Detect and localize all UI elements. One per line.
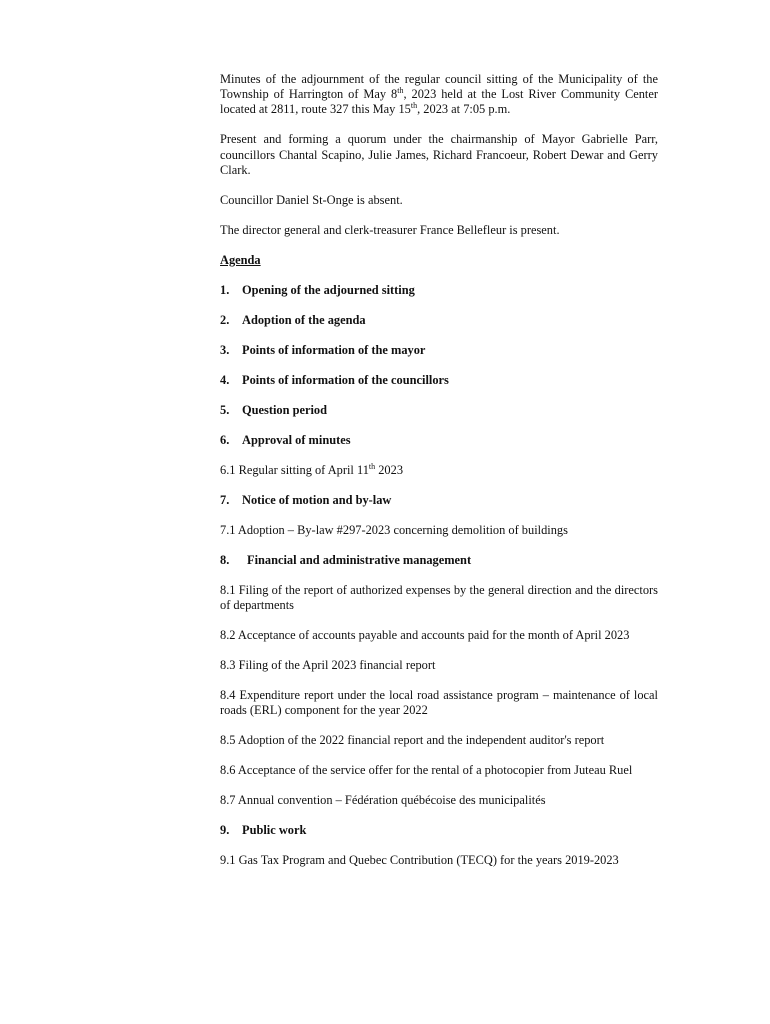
agenda-item-9	[220, 823, 658, 838]
present-paragraph: Present and forming a quorum under the chairmanship of Mayor Gabrielle Parr, councillors Chantal Scapino, Julie James, Richard Francoeur, Robert Dewar and Gerry Clark.	[220, 132, 658, 177]
director-paragraph: The director general and clerk-treasurer France Bellefleur is present.	[220, 222, 560, 237]
agenda-item-2	[220, 313, 658, 328]
agenda-item-title: Points of information of the mayor	[242, 342, 426, 357]
document-page	[220, 72, 658, 883]
agenda-item-number: 4.	[220, 372, 230, 387]
absent-paragraph: Councillor Daniel St-Onge is absent.	[220, 192, 403, 207]
agenda-item-number: 6.	[220, 432, 230, 447]
agenda-item-number: 5.	[220, 402, 230, 417]
subitem-text-part: 6.1 Regular sitting of April 11	[220, 462, 369, 477]
agenda-item-number: 8.	[220, 552, 230, 567]
agenda-item-7	[220, 493, 658, 508]
agenda-item-number: 9.	[220, 823, 230, 838]
agenda-subitem-8-4: 8.4 Expenditure report under the local road assistance program – maintenance of local roads (ERL) component for the year 2022	[220, 688, 658, 718]
ordinal-suffix: th	[397, 86, 404, 96]
agenda-subitem-6-1	[220, 463, 658, 478]
agenda-subitem-8-7: 8.7 Annual convention – Fédération québécoise des municipalités	[220, 793, 546, 808]
intro-text-part: , 2023 at 7:05 p.m.	[417, 102, 511, 117]
ordinal-suffix: th	[368, 461, 376, 471]
agenda-item-number: 1.	[220, 282, 230, 297]
agenda-item-title: Adoption of the agenda	[242, 312, 366, 327]
intro-paragraph	[220, 72, 658, 118]
agenda-subitem-8-3: 8.3 Filing of the April 2023 financial report	[220, 658, 436, 673]
agenda-item-title: Points of information of the councillors	[242, 372, 449, 387]
agenda-item-3	[220, 343, 658, 358]
agenda-subitem-8-6: 8.6 Acceptance of the service offer for the rental of a photocopier from Juteau Ruel	[220, 763, 633, 778]
intro-text-part: Minutes of the adjournment of the regular council sitting of the Municipality of the Township of Harrington of May 8	[220, 72, 658, 102]
agenda-item-title: Public work	[242, 823, 307, 838]
agenda-item-title: Opening of the adjourned sitting	[242, 282, 415, 297]
agenda-item-6	[220, 433, 658, 448]
agenda-item-title: Approval of minutes	[242, 432, 351, 447]
agenda-item-number: 2.	[220, 312, 230, 327]
agenda-heading: Agenda	[220, 252, 261, 267]
intro-text-part: , 2023 held at the Lost River Community Center located at 2811, route 327 this May 15	[220, 87, 658, 117]
subitem-text-part: 2023	[375, 462, 404, 477]
agenda-item-4	[220, 373, 658, 388]
agenda-item-title: Notice of motion and by-law	[242, 492, 392, 507]
ordinal-suffix: th	[410, 101, 418, 111]
agenda-item-5	[220, 403, 658, 418]
agenda-subitem-8-2: 8.2 Acceptance of accounts payable and accounts paid for the month of April 2023	[220, 628, 630, 643]
agenda-item-number: 3.	[220, 342, 230, 357]
agenda-item-1	[220, 283, 658, 298]
agenda-subitem-8-5: 8.5 Adoption of the 2022 financial report and the independent auditor's report	[220, 733, 605, 748]
agenda-item-title: Question period	[242, 402, 328, 417]
agenda-subitem-9-1: 9.1 Gas Tax Program and Quebec Contribution (TECQ) for the years 2019-2023	[220, 853, 619, 868]
agenda-item-title: Financial and administrative management	[247, 552, 472, 567]
agenda-item-number: 7.	[220, 492, 230, 507]
agenda-subitem-7-1: 7.1 Adoption – By-law #297-2023 concerning demolition of buildings	[220, 522, 568, 537]
agenda-subitem-8-1: 8.1 Filing of the report of authorized expenses by the general direction and the directors of departments	[220, 582, 658, 613]
agenda-item-8	[220, 553, 658, 568]
